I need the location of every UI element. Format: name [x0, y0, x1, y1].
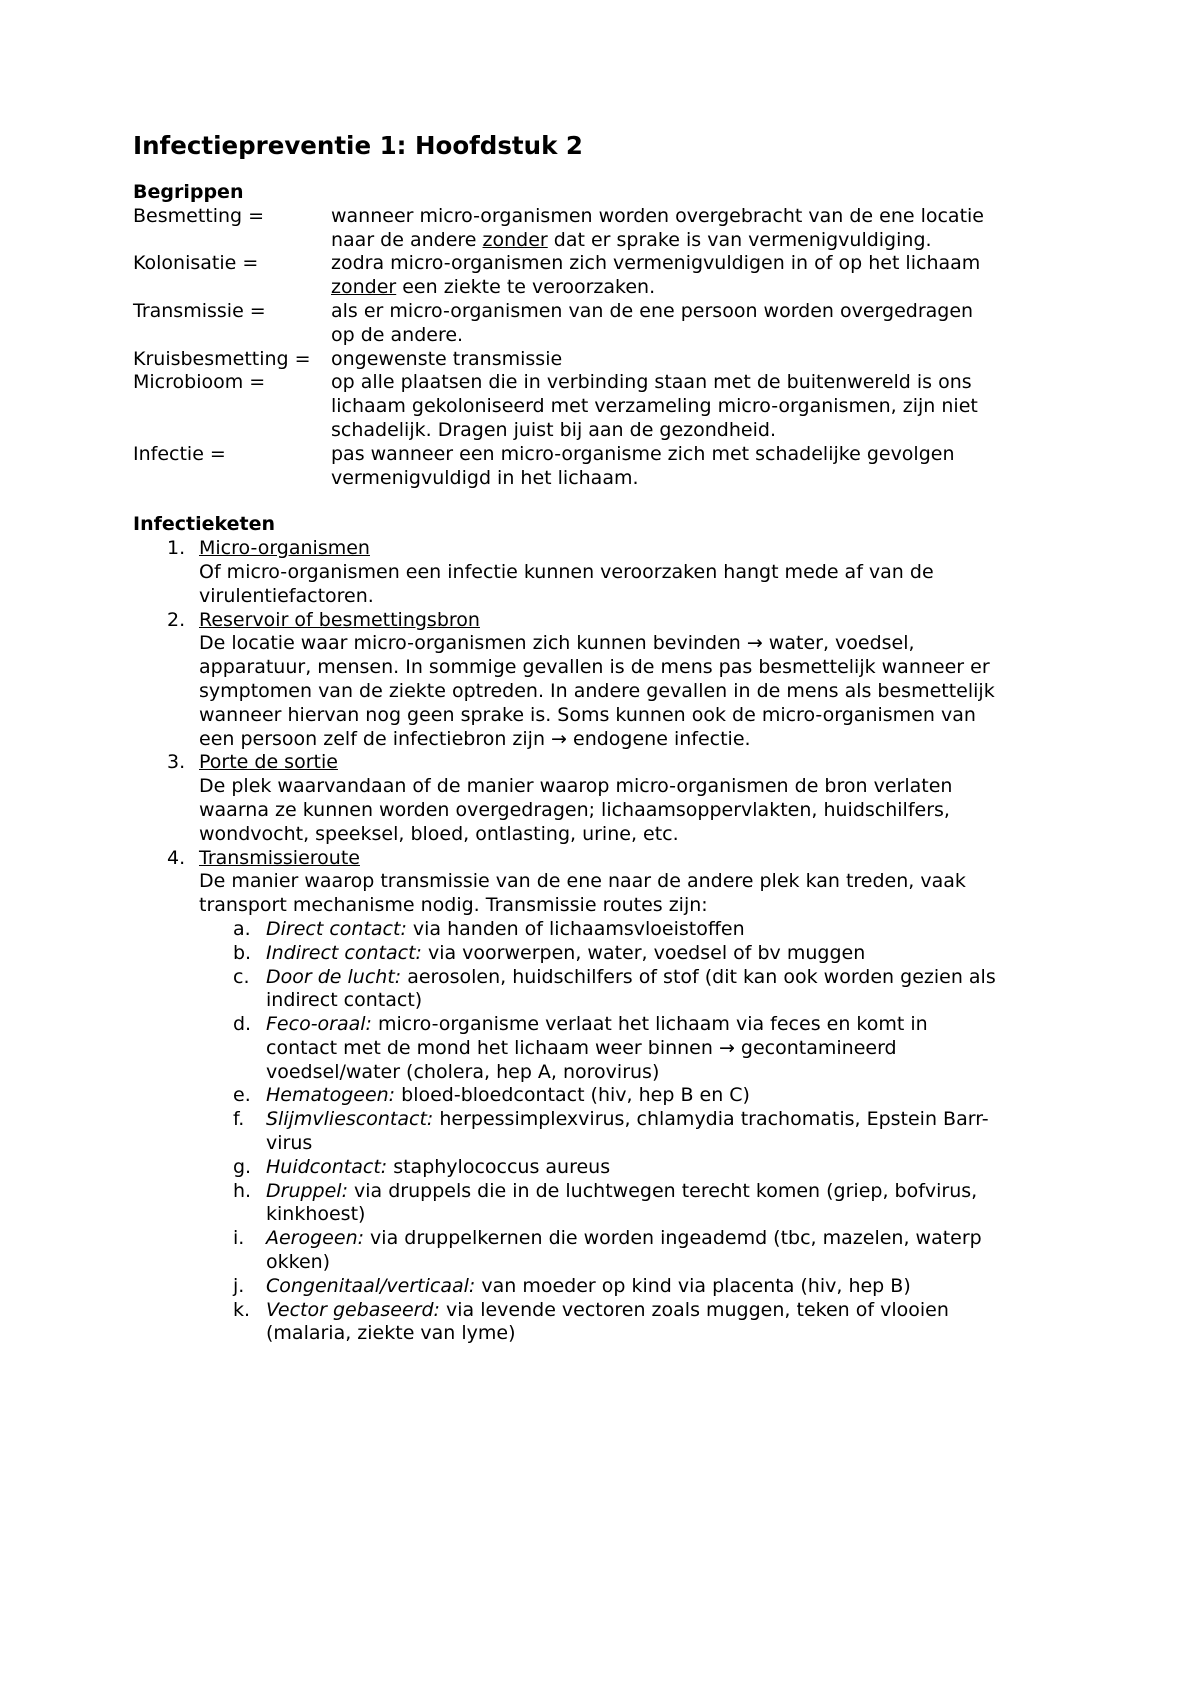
section-heading-infectieketen: Infectieketen [133, 513, 275, 536]
list-item-text: Of micro-organismen een infectie kunnen veroorzaken hangt mede af van de virulentiefactoren. [199, 560, 934, 607]
definition-emphasis: zonder [331, 276, 397, 299]
route-item [199, 1084, 1000, 1108]
list-item-title: Transmissieroute [199, 846, 360, 869]
route-item [199, 1275, 1000, 1299]
definition: ongewenste transmissie [331, 347, 563, 370]
route-item [199, 1156, 1000, 1180]
definition-text: wanneer micro-organismen worden overgebracht van de ene locatie naar de andere [331, 204, 984, 251]
list-item [133, 537, 1000, 608]
route-item [199, 942, 1000, 966]
route-letter: i. [233, 1227, 245, 1250]
list-item-title: Micro-organismen [199, 537, 370, 560]
section-heading-begrippen: Begrippen [133, 181, 244, 203]
route-item [199, 1180, 1000, 1228]
route-item [199, 966, 1000, 1014]
list-item-text: De locatie waar micro-organismen zich kunnen bevinden → water, voedsel, apparatuur, mensen. In sommige gevallen is de mens pas besmettelijk wanneer er symptomen van de ziekte optreden. In andere gevallen in de mens als besmettelijk wanneer hiervan nog geen sprake is. Soms kunnen ook de micro-organismen van een persoon zelf de infectiebron zijn → endogene infectie. [199, 632, 995, 750]
list-item-title: Reservoir of besmettingsbron [199, 608, 480, 631]
document-title: Infectiepreventie 1: Hoofdstuk 2 [133, 131, 583, 160]
route-letter: e. [233, 1084, 251, 1107]
definitions-list [133, 205, 1000, 491]
route-description: via handen of lichaamsvloeistoffen [406, 917, 745, 940]
list-item-title: Porte de sortie [199, 751, 338, 774]
route-item [199, 1013, 1000, 1084]
route-description: van moeder op kind via placenta (hiv, hep B) [475, 1274, 911, 1297]
term: Kolonisatie = [133, 252, 259, 275]
list-item [133, 751, 1000, 846]
term: Microbioom = [133, 371, 266, 394]
definition [331, 252, 991, 300]
route-name: Congenitaal/verticaal: [266, 1274, 476, 1297]
route-letter: j. [233, 1274, 245, 1297]
route-name: Huidcontact: [266, 1155, 388, 1178]
route-name: Hematogeen: [266, 1084, 396, 1107]
definition: pas wanneer een micro-organisme zich met schadelijke gevolgen vermenigvuldigd in het lichaam. [331, 442, 955, 489]
route-letter: f. [233, 1108, 245, 1131]
route-item [199, 918, 1000, 942]
route-letter: d. [233, 1013, 252, 1036]
transmission-routes-list [199, 918, 1000, 1346]
list-item [133, 609, 1000, 752]
term: Besmetting = [133, 204, 265, 227]
route-letter: g. [233, 1155, 252, 1178]
infection-chain-list [133, 537, 1000, 1346]
route-name: Vector gebaseerd: [266, 1298, 440, 1321]
definition [331, 205, 991, 253]
route-letter: k. [233, 1298, 251, 1321]
route-item [199, 1299, 1000, 1347]
term: Transmissie = [133, 299, 266, 322]
route-description: micro-organisme verlaat het lichaam via feces en komt in contact met de mond het lichaam weer binnen → gecontamineerd voedsel/water (cholera, hep A, norovirus) [266, 1013, 928, 1083]
route-letter: a. [233, 917, 251, 940]
route-description: aerosolen, huidschilfers of stof (dit kan ook worden gezien als indirect contact) [266, 965, 996, 1012]
route-description: via druppels die in de luchtwegen terecht komen (griep, bofvirus, kinkhoest) [266, 1179, 978, 1226]
definition-text: zodra micro-organismen zich vermenigvuldigen in of op het lichaam [331, 252, 981, 275]
list-item-text: De manier waarop transmissie van de ene naar de andere plek kan treden, vaak transport mechanisme nodig. Transmissie routes zijn: [199, 870, 966, 917]
route-name: Aerogeen: [266, 1227, 365, 1250]
route-description: via druppelkernen die worden ingeademd (tbc, mazelen, waterp okken) [266, 1227, 982, 1274]
term: Kruisbesmetting = [133, 347, 311, 370]
definition-text: een ziekte te veroorzaken. [396, 276, 656, 299]
list-item [133, 847, 1000, 1347]
route-item [199, 1227, 1000, 1275]
definition-emphasis: zonder [482, 228, 548, 251]
list-item-text: De plek waarvandaan of de manier waarop micro-organismen de bron verlaten waarna ze kunnen worden overgedragen; lichaamsoppervlakten, huidschilfers, wondvocht, speeksel, bloed, ontlasting, urine, etc. [199, 775, 953, 845]
definition: op alle plaatsen die in verbinding staan met de buitenwereld is ons lichaam gekoloniseerd met verzameling micro-organismen, zijn niet schadelijk. Dragen juist bij aan de gezondheid. [331, 371, 978, 441]
route-description: staphylococcus aureus [387, 1155, 611, 1178]
term: Infectie = [133, 442, 226, 465]
route-description: via levende vectoren zoals muggen, teken of vlooien (malaria, ziekte van lyme) [266, 1298, 949, 1345]
route-item [199, 1108, 1000, 1156]
route-letter: h. [233, 1179, 252, 1202]
route-description: bloed-bloedcontact (hiv, hep B en C) [395, 1084, 750, 1107]
definition-text: dat er sprake is van vermenigvuldiging. [547, 228, 932, 251]
route-name: Feco-oraal: [266, 1013, 372, 1036]
route-letter: b. [233, 941, 252, 964]
route-name: Druppel: [266, 1179, 348, 1202]
route-description: herpessimplexvirus, chlamydia trachomatis, Epstein Barr-virus [266, 1108, 989, 1155]
route-description: via voorwerpen, water, voedsel of bv muggen [421, 941, 866, 964]
route-name: Slijmvliescontact: [266, 1108, 434, 1131]
route-name: Direct contact: [266, 917, 407, 940]
definition: als er micro-organismen van de ene persoon worden overgedragen op de andere. [331, 299, 974, 346]
route-name: Indirect contact: [266, 941, 422, 964]
route-letter: c. [233, 965, 250, 988]
route-name: Door de lucht: [266, 965, 402, 988]
